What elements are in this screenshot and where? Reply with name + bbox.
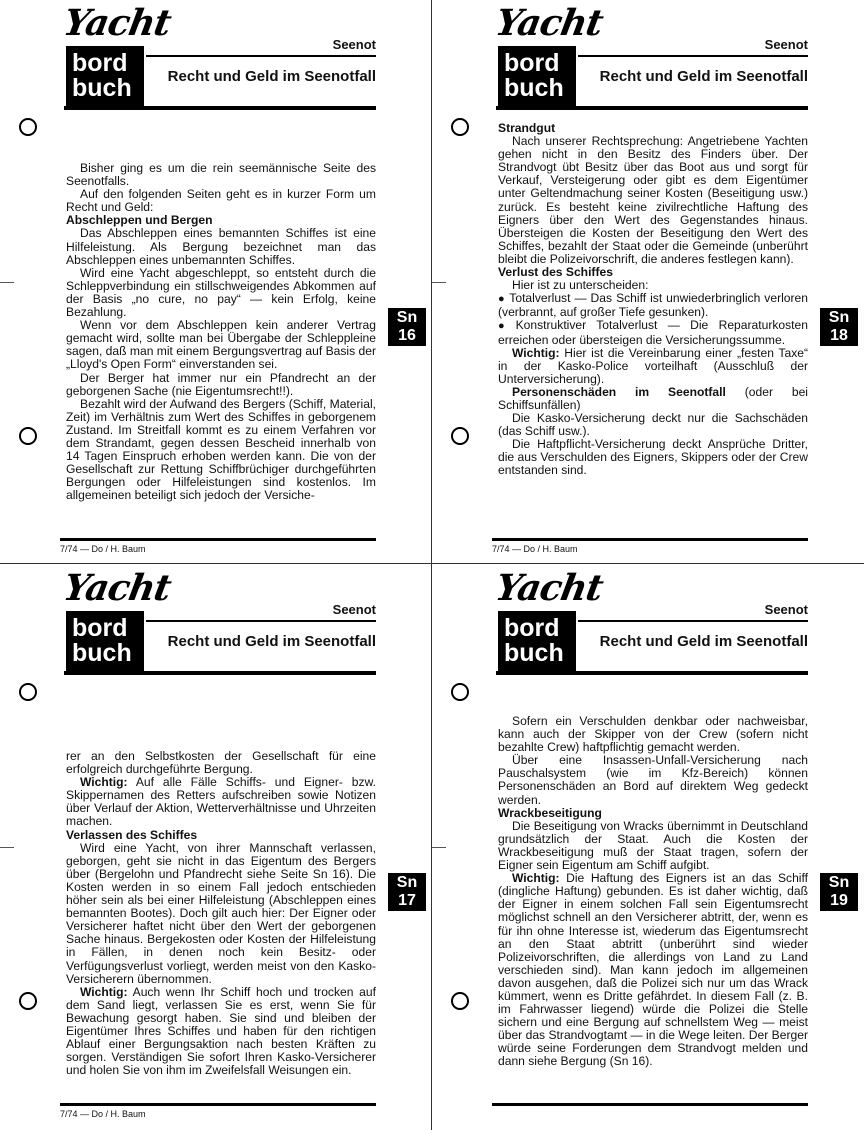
paragraph: Sofern ein Verschulden denkbar oder nachweisbar, kann auch der Skipper von der Crew (sofern nicht bezahlte Crew) haftpflichtig gemacht werden.: [498, 714, 808, 755]
sn-page-tab: [820, 873, 858, 911]
fold-mark: [432, 847, 446, 848]
yacht-logo: Yacht: [492, 567, 606, 609]
paragraph: [498, 347, 808, 386]
section-heading: Wrackbeseitigung: [498, 805, 602, 820]
body-text: [498, 122, 808, 478]
paragraph: [66, 776, 376, 828]
logo-line-2: buch: [504, 74, 564, 102]
logo-line-1: bord: [504, 49, 560, 77]
footer-rule: [60, 1103, 376, 1106]
punch-hole: [451, 992, 469, 1010]
bullet-item: ● Totalverlust — Das Schiff ist unwiederbringlich verloren (verbrannt, auf großer Tiefe gesunken).: [498, 292, 808, 319]
tab-prefix: Sn: [828, 309, 850, 326]
section-label: Seenot: [332, 37, 376, 52]
page-title: Recht und Geld im Seenotfall: [599, 68, 808, 85]
logo-line-2: buch: [72, 639, 132, 667]
header-bottom-rule: [496, 106, 808, 110]
paragraph: [498, 872, 808, 1068]
sn-page-tab: [820, 308, 858, 346]
paragraph-lead: Wichtig:: [80, 984, 128, 999]
paragraph-lead: Personenschäden im Seenotfall: [512, 384, 726, 399]
header-rule: [146, 55, 376, 57]
paragraph: Wird eine Yacht, von ihrer Mannschaft verlassen, geborgen, geht sie nicht in das Eigentum des Bergers über (Bergelohn und Pfandrecht siehe Seite Sn 16). Die Kosten werden in so einem Fall jedoch entschieden höher sein als bei einer Hilfeleistung (Abschleppen eines bemannten Bootes). Doch gilt auch hier: Der Eigner oder Versicherer haftet nicht über den Wert der geborgenen Sache hinaus. Bergekosten oder Kosten der Hilfeleistung in Fällen, in denen noch kein Besitz- oder Verfügungsverlust vorliegt, werden meist von den Kasko-Versicherern übernommen.: [66, 840, 376, 986]
paragraph: Über eine Insassen-Unfall-Versicherung nach Pauschalsystem (wie im Kfz-Bereich) können Personenschäden an Bord auf direktem Weg gedeckt werden.: [498, 753, 808, 807]
footer-credit: 7/74 — Do / H. Baum: [60, 544, 146, 554]
header-rule: [146, 620, 376, 622]
tab-prefix: Sn: [828, 874, 850, 891]
section-label: Seenot: [764, 602, 808, 617]
footer-credit: 7/74 — Do / H. Baum: [492, 544, 578, 554]
paragraph: Das Abschleppen eines bemannten Schiffes ist eine Hilfeleistung. Als Bergung bezeichnet man das Abschleppen eines unbemannten Schiffes.: [66, 226, 376, 267]
punch-hole: [451, 683, 469, 701]
paragraph-lead: Wichtig:: [80, 775, 128, 790]
paragraph-text: Die Haftung des Eigners ist an das Schiff (dingliche Haftung) gebunden. Es ist daher wichtig, daß der Eigner in einem solchen Fall sein Eigentumsrecht möglichst schnell an den Versicherer abtritt, der, wenn es für ihn ohne Interesse ist, wiederum das Eigentumsrecht an den Staat abtritt (unberührt sind wieder Polizeivorschriften, die allerdings von Land zu Land verschieden sind). Man kann jedoch im allgemeinen davon ausgehen, daß die Polizei sich nur um das Wrack kümmert, wenn es Dritte gefährdet. In diesem Fall (z. B. im Fahrwasser liegend) würde die Polizei die Stelle sichern und eine Bergung auf schnellstem Weg — meist über das Strandvogtamt — in die Wege leiten. Der Berger würde seine Forderungen dem Strandvogt melden und dann siehe Bergung (Sn 16).: [498, 871, 808, 1069]
paragraph: Auf den folgenden Seiten geht es in kurzer Form um Recht und Geld:: [66, 187, 376, 215]
footer-rule: [60, 538, 376, 541]
section-heading: Abschleppen und Bergen: [66, 213, 213, 228]
paragraph: Wenn vor dem Abschleppen kein anderer Vertrag gemacht wird, sollte man bei Übergabe der Schleppleine sagen, daß man mit einem Bergungsvertrag auf Basis der „Lloyd's Open Form“ einverstanden sei.: [66, 318, 376, 372]
punch-hole: [19, 118, 37, 136]
paragraph-lead: Wichtig:: [512, 871, 560, 886]
body-text: [66, 162, 376, 502]
card-page: [0, 565, 430, 1127]
section-heading: Strandgut: [498, 121, 556, 135]
yacht-logo: Yacht: [492, 2, 606, 44]
paragraph: [498, 386, 808, 412]
paragraph-text: Auf alle Fälle Schiffs- und Eigner- bzw. Skippernamen des Retters aufschreiben sowie Notizen über Verlauf der Aktion, Wetterverhältnisse und Uhrzeiten machen.: [66, 775, 376, 829]
page-title: Recht und Geld im Seenotfall: [599, 633, 808, 650]
paragraph: Der Berger hat immer nur ein Pfandrecht an der geborgenen Sache (nie Eigentumsrecht!!).: [66, 370, 376, 398]
paragraph: Die Beseitigung von Wracks übernimmt in Deutschland grundsätzlich der Staat. Auch die Kosten der Wrackbeseitigung muß der Staat tragen, sofern der Eigner sein Eigentum am Schiff aufgibt.: [498, 818, 808, 873]
tab-number: 18: [830, 327, 848, 344]
paragraph: Die Kasko-Versicherung deckt nur die Sachschäden (das Schiff usw.).: [498, 411, 808, 439]
header-bottom-rule: [64, 671, 376, 675]
body-text: [66, 750, 376, 1077]
punch-hole: [19, 427, 37, 445]
tab-number: 17: [398, 892, 416, 909]
sn-page-tab: [388, 308, 426, 346]
footer-rule: [492, 1103, 808, 1106]
punch-hole: [19, 992, 37, 1010]
sn-page-tab: [388, 873, 426, 911]
punch-hole: [19, 683, 37, 701]
header-bottom-rule: [64, 106, 376, 110]
tab-number: 16: [398, 327, 416, 344]
logo-line-2: buch: [72, 74, 132, 102]
logo-line-2: buch: [504, 639, 564, 667]
page-title: Recht und Geld im Seenotfall: [167, 633, 376, 650]
header-bottom-rule: [496, 671, 808, 675]
yacht-logo: Yacht: [60, 2, 174, 44]
section-label: Seenot: [764, 37, 808, 52]
paragraph: Wird eine Yacht abgeschleppt, so entsteht durch die Schleppverbindung ein stillschweigendes Abkommen auf der Basis „no cure, no pay“ — kein Erfolg, keine Bezahlung.: [66, 265, 376, 320]
body-text: [498, 715, 808, 1069]
card-page: [0, 0, 430, 562]
tab-number: 19: [830, 892, 848, 909]
paragraph: Die Haftpflicht-Versicherung deckt Ansprüche Dritter, die aus Verschulden des Eigners, Skippers oder der Crew entstanden sind.: [498, 437, 808, 478]
paragraph-text: Auch wenn Ihr Schiff hoch und trocken auf dem Sand liegt, verlassen Sie es erst, wenn Sie für Bewachung gesorgt haben. Sie sind und bleiben der Eigentümer Ihres Schiffes und haben für den richtigen Ablauf einer Bergungsaktion nach besten Kräften zu sorgen. Verständigen Sie sofort Ihren Kasko-Versicherer und holen Sie von ihm im Zweifelsfall Weisungen ein.: [66, 984, 376, 1078]
fold-mark: [0, 847, 14, 848]
paragraph: Hier ist zu unterscheiden:: [512, 278, 649, 293]
paragraph-lead: Wichtig:: [512, 345, 560, 360]
paragraph: Bezahlt wird der Aufwand des Bergers (Schiff, Material, Zeit) im Verhältnis zum Wert des Schiffes in geborgenem Zustand. Im Streitfall kommt es zu einem Verfahren vor dem Strandamt, gegen dessen Bescheid innerhalb von 14 Tagen Einspruch erhoben werden kann. Die von der Gesellschaft zur Rettung Schiffbrüchiger durchgeführten Bergungen oder Hilfeleistungen sind kostenlos. Im allgemeinen beteiligt sich jedoch der Versiche-: [66, 396, 376, 503]
section-label: Seenot: [332, 602, 376, 617]
header-rule: [578, 55, 808, 57]
logo-line-1: bord: [72, 614, 128, 642]
section-heading: Verlassen des Schiffes: [66, 827, 198, 842]
footer-rule: [492, 538, 808, 541]
paragraph: Bisher ging es um die rein seemännische Seite des Seenotfalls.: [66, 161, 376, 189]
page-divider-horizontal: [0, 563, 864, 564]
punch-hole: [451, 427, 469, 445]
yacht-logo: Yacht: [60, 567, 174, 609]
tab-prefix: Sn: [396, 309, 418, 326]
logo-line-1: bord: [504, 614, 560, 642]
paragraph-text: (oder bei Schiffsunfällen): [498, 384, 808, 412]
fold-mark: [0, 282, 14, 283]
punch-hole: [451, 118, 469, 136]
section-heading: Verlust des Schiffes: [498, 265, 613, 280]
bullet-item: ● Konstruktiver Totalverlust — Die Reparaturkosten erreichen oder übersteigen die Versicherungssumme.: [498, 319, 808, 346]
fold-mark: [432, 282, 446, 283]
card-page: [432, 0, 862, 562]
paragraph: Nach unserer Rechtsprechung: Angetriebene Yachten gehen nicht in den Besitz des Finders über. Der Strandvogt übt Besitz über das Boot aus und sorgt für Verkauf, Versteigerung oder gibt es dem Eigentümer unter Geltendmachung seiner Kosten (Beseitigung usw.) zurück. Es besteht keine zivilrechtliche Haftung des Eigners über den Wert des Gegenstandes hinaus. Übersteigen die Kosten der Beseitigung den Wert des Schiffes, bezahlt der Staat oder die Gemeinde (unberührt bleibt die Polizeivorschrift, die anderes festlegen kann).: [498, 134, 808, 266]
paragraph-text: Hier ist die Vereinbarung einer „festen Taxe“ in der Kasko-Police vorteilhaft (Ausschluß der Unterversicherung).: [498, 345, 808, 386]
card-page: [432, 565, 862, 1127]
tab-prefix: Sn: [396, 874, 418, 891]
page-title: Recht und Geld im Seenotfall: [167, 68, 376, 85]
header-rule: [578, 620, 808, 622]
logo-line-1: bord: [72, 49, 128, 77]
paragraph: rer an den Selbstkosten der Gesellschaft für eine erfolgreich durchgeführte Bergung.: [66, 749, 376, 777]
paragraph: [66, 986, 376, 1078]
footer-credit: 7/74 — Do / H. Baum: [60, 1109, 146, 1119]
